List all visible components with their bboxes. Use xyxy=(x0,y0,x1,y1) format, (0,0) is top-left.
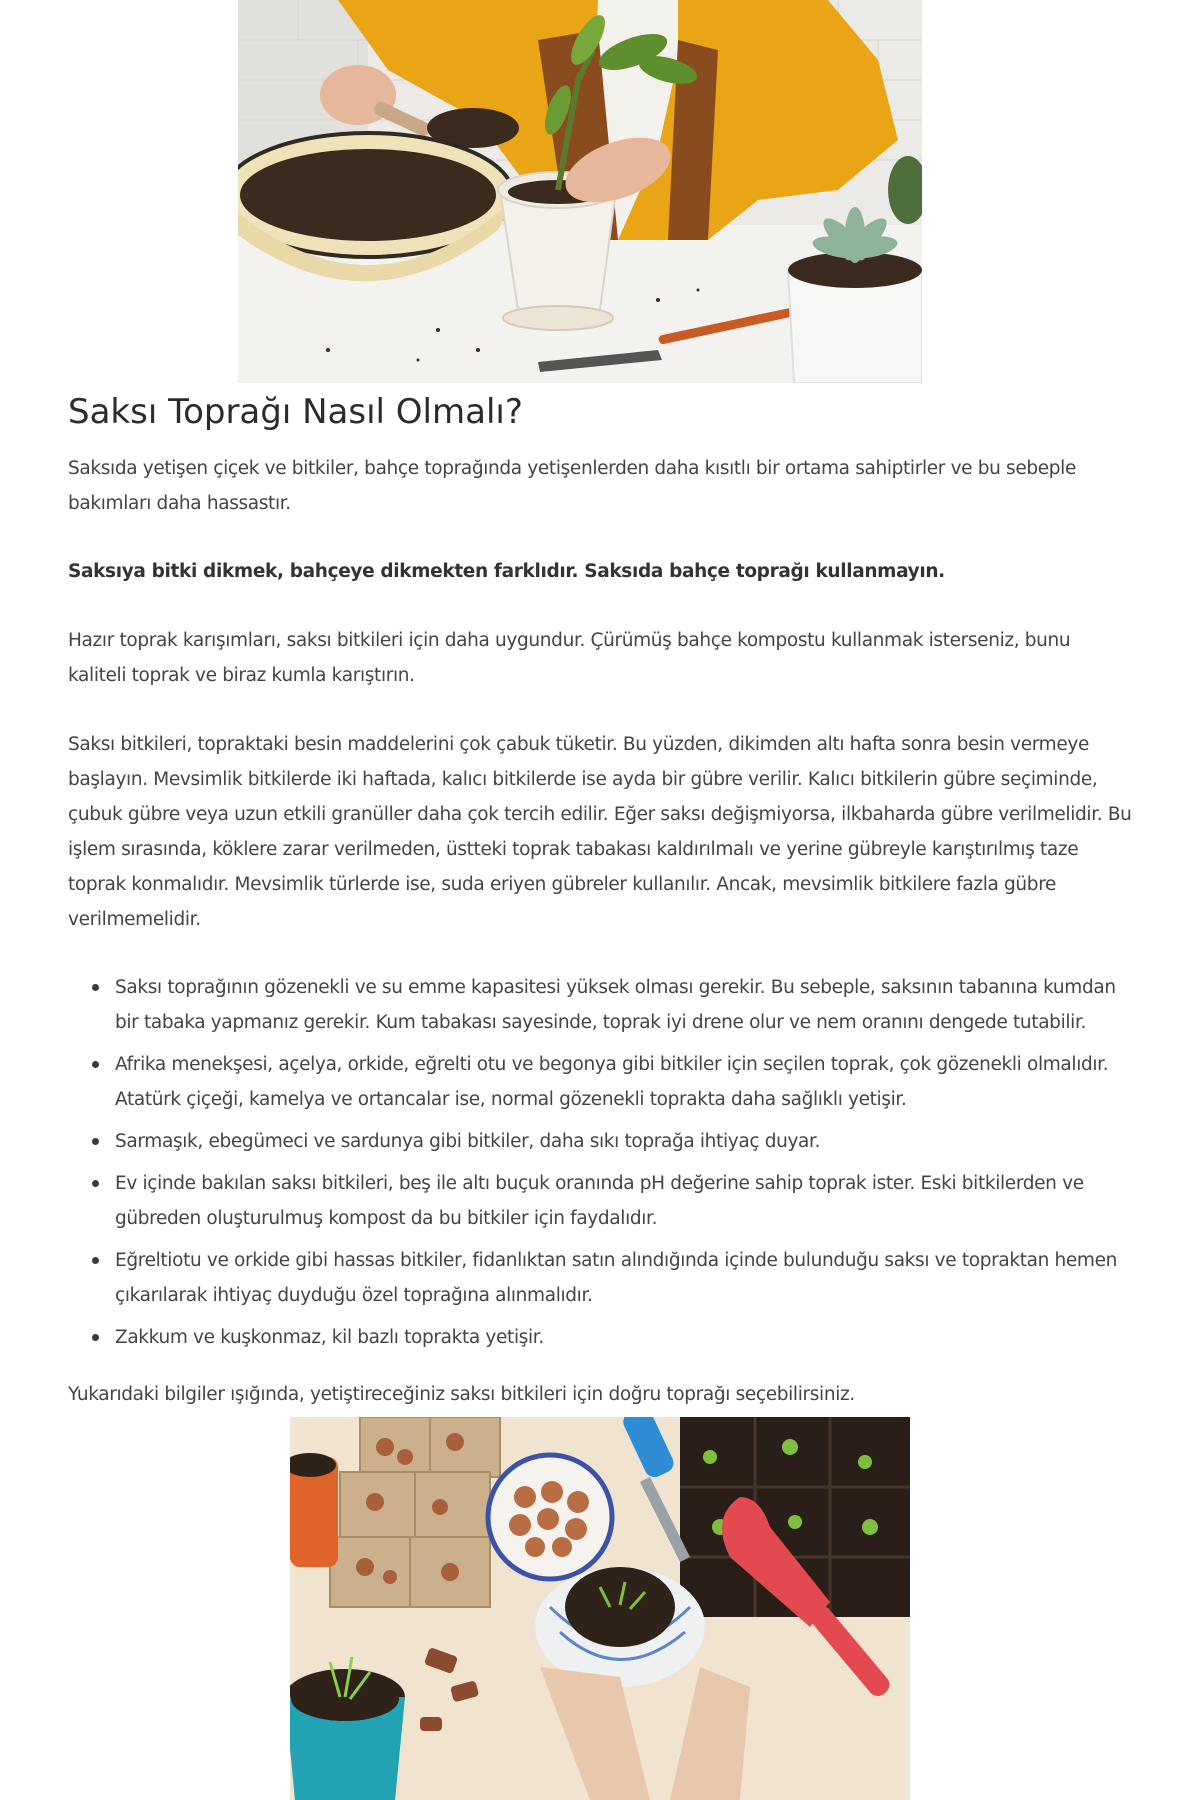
article-body xyxy=(68,386,1132,1412)
paragraph-intro: Saksıda yetişen çiçek ve bitkiler, bahçe toprağında yetişenlerden daha kısıtlı bir ortama sahiptirler ve bu sebeple bakımları daha hassastır. xyxy=(68,458,1077,514)
article-heading: Saksı Toprağı Nasıl Olmalı? xyxy=(68,392,523,432)
gardening-tools-photo-icon xyxy=(290,1417,910,1800)
potting-plant-photo-icon xyxy=(238,0,922,383)
list-item: Sarmaşık, ebegümeci ve sardunya gibi bitkiler, daha sıkı toprağa ihtiyaç duyar. xyxy=(115,1124,1132,1159)
paragraph-soil-mixes: Hazır toprak karışımları, saksı bitkileri için daha uygundur. Çürümüş bahçe kompostu kullanmak isterseniz, bunu kaliteli toprak ve biraz kumla karıştırın. xyxy=(68,630,1071,686)
soil-tips-list xyxy=(68,970,1132,1355)
bottom-article-image xyxy=(290,1417,910,1800)
top-article-image xyxy=(238,0,922,383)
list-item: Ev içinde bakılan saksı bitkileri, beş ile altı buçuk oranında pH değerine sahip toprak ister. Eski bitkilerden ve gübreden oluşturulmuş kompost da bu bitkiler için faydalıdır. xyxy=(115,1166,1132,1236)
paragraph-fertilizer: Saksı bitkileri, topraktaki besin maddelerini çok çabuk tüketir. Bu yüzden, dikimden altı hafta sonra besin vermeye başlayın. Mevsimlik bitkilerde iki haftada, kalıcı bitkilerde ise ayda bir gübre verilir. Kalıcı bitkilerin gübre seçiminde, çubuk gübre veya uzun etkili granüller daha çok tercih edilir. Eğer saksı değişmiyorsa, ilkbaharda gübre verilmelidir. Bu işlem sırasında, köklere zarar verilmeden, üstteki toprak tabakası kaldırılmalı ve yerine gübreyle karıştırılmış taze toprak konmalıdır. Mevsimlik türlerde ise, suda eriyen gübreler kullanılır. Ancak, mevsimlik bitkilere fazla gübre verilmemelidir. xyxy=(68,734,1132,930)
paragraph-conclusion: Yukarıdaki bilgiler ışığında, yetiştireceğiniz saksı bitkileri için doğru toprağı seçebilirsiniz. xyxy=(68,1384,855,1405)
list-item: Eğreltiotu ve orkide gibi hassas bitkiler, fidanlıktan satın alındığında içinde bulunduğu saksı ve topraktan hemen çıkarılarak ihtiyaç duyduğu özel toprağına alınmalıdır. xyxy=(115,1243,1132,1313)
list-item: Zakkum ve kuşkonmaz, kil bazlı toprakta yetişir. xyxy=(115,1320,1132,1355)
paragraph-bold-warning: Saksıya bitki dikmek, bahçeye dikmekten farklıdır. Saksıda bahçe toprağı kullanmayın. xyxy=(68,561,945,582)
list-item: Saksı toprağının gözenekli ve su emme kapasitesi yüksek olması gerekir. Bu sebeple, saksının tabanına kumdan bir tabaka yapmanız gerekir. Kum tabakası sayesinde, toprak iyi drene olur ve nem oranını dengede tutabilir. xyxy=(115,970,1132,1040)
list-item: Afrika menekşesi, açelya, orkide, eğrelti otu ve begonya gibi bitkiler için seçilen toprak, çok gözenekli olmalıdır. Atatürk çiçeği, kamelya ve ortancalar ise, normal gözenekli toprakta daha sağlıklı yetişir. xyxy=(115,1047,1132,1117)
